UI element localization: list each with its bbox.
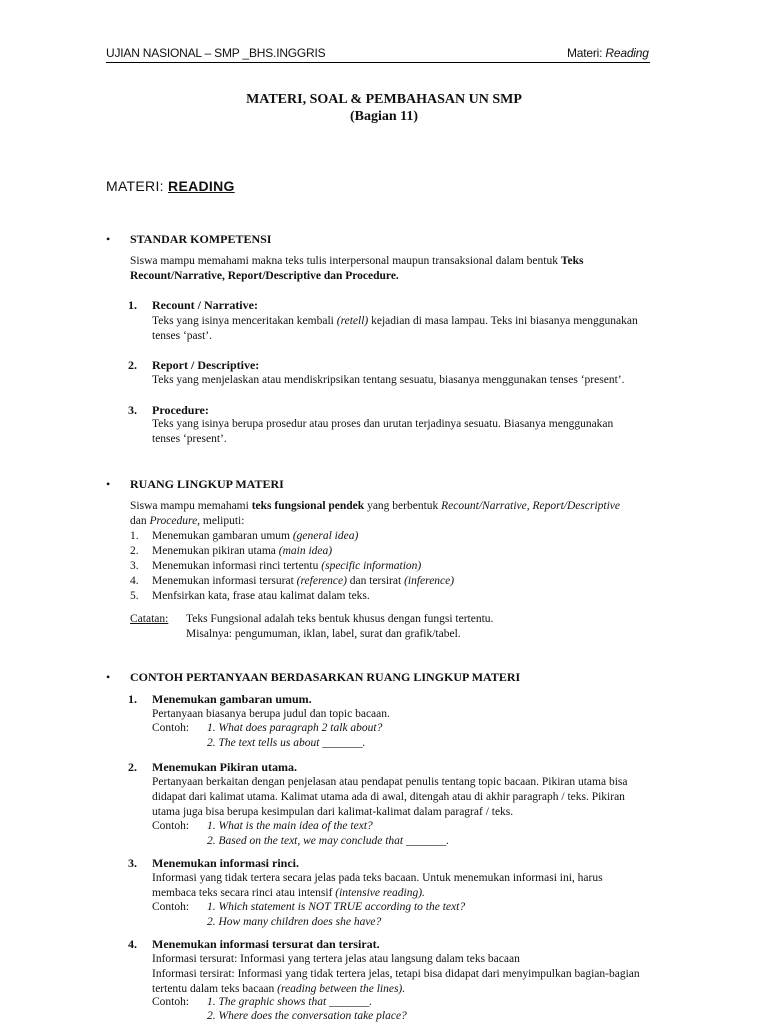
standar-item-3-line1: Teks yang isinya berupa prosedur atau proses dan urutan terjadinya sesuatu. Biasanya menggunakan bbox=[152, 418, 614, 430]
bullet-icon: • bbox=[106, 477, 111, 491]
desc-italic: (intensive reading). bbox=[335, 887, 425, 899]
doc-subtitle: (Bagian 11) bbox=[349, 109, 419, 124]
example-text: 1. What is the main idea of the text? bbox=[207, 820, 373, 832]
standar-intro-text: Siswa mampu memahami makna teks tulis interpersonal maupun transaksional dalam bentuk bbox=[130, 255, 558, 267]
list-text: Menemukan informasi rinci tertentu bbox=[152, 560, 322, 572]
list-text: Menemukan gambaran umum bbox=[152, 530, 293, 542]
contoh-item-3-example-1 bbox=[207, 901, 465, 913]
ruang-list-item bbox=[130, 559, 421, 574]
header-right-value: Reading bbox=[605, 46, 649, 60]
standar-intro bbox=[130, 254, 679, 269]
contoh-item-2-example-2 bbox=[207, 835, 449, 847]
section-standar-heading: STANDAR KOMPETENSI bbox=[130, 232, 272, 246]
materi-label: MATERI: bbox=[106, 178, 164, 194]
contoh-item-1-title: Menemukan gambaran umum. bbox=[152, 692, 312, 706]
section-contoh-heading: CONTOH PERTANYAAN BERDASARKAN RUANG LINGKUP MATERI bbox=[130, 670, 521, 684]
list-number: 3. bbox=[130, 560, 139, 572]
ruang-intro-c: yang berbentuk bbox=[364, 500, 442, 512]
contoh-item-4-example-1 bbox=[207, 996, 372, 1008]
contoh-item-3-desc-1: Informasi yang tidak tertera secara jelas pada teks bacaan. Untuk menemukan informasi ini, harus bbox=[152, 872, 603, 884]
contoh-item-2-desc-1: Pertanyaan berkaitan dengan penjelasan atau pendapat penulis tentang topic bacaan. Pikiran utama bisa bbox=[152, 776, 628, 788]
standar-item-1-italic: (retell) bbox=[336, 315, 369, 327]
contoh-label: Contoh: bbox=[152, 820, 190, 832]
materi-value: READING bbox=[168, 178, 235, 194]
list-text: Menemukan pikiran utama bbox=[152, 545, 279, 557]
contoh-item-4-desc-3 bbox=[152, 982, 679, 997]
contoh-item-3-number: 3. bbox=[128, 856, 137, 870]
example-text: 1. What does paragraph 2 talk about? bbox=[207, 722, 383, 734]
ruang-intro-line2 bbox=[130, 514, 679, 529]
desc-text: tertentu dalam teks bacaan bbox=[152, 983, 278, 995]
standar-item-3-line2: tenses ‘present’. bbox=[152, 433, 227, 445]
ruang-intro-line1 bbox=[130, 499, 679, 514]
example-text: 2. Where does the conversation take place? bbox=[207, 1010, 407, 1022]
standar-item-2-title: Report / Descriptive: bbox=[152, 358, 260, 372]
ruang-list-item bbox=[130, 544, 332, 559]
ruang-intro-italic: Recount/Narrative, Report/Descriptive bbox=[441, 500, 621, 512]
contoh-label: Contoh: bbox=[152, 996, 190, 1008]
standar-item-1-title: Recount / Narrative: bbox=[152, 298, 258, 312]
contoh-item-2-example-1 bbox=[207, 820, 373, 832]
ruang-list-item bbox=[130, 589, 370, 604]
contoh-item-4-desc-2: Informasi tersirat: Informasi yang tidak tertera jelas, tetapi bisa didapat dari menyimpulkan bagian-bagian bbox=[152, 968, 640, 980]
contoh-item-2-number: 2. bbox=[128, 760, 137, 774]
contoh-item-3-desc-2 bbox=[152, 886, 679, 901]
catatan-line2: Misalnya: pengumuman, iklan, label, surat dan grafik/tabel. bbox=[186, 628, 461, 640]
ruang-list-item bbox=[130, 529, 358, 544]
example-text: 2. How many children does she have? bbox=[207, 916, 382, 928]
contoh-item-1-example-2 bbox=[207, 737, 365, 749]
contoh-item-2-desc-2: didapat dari kalimat utama. Kalimat utama ada di awal, ditengah atau di akhir paragraph / teks. Pikiran bbox=[152, 791, 625, 803]
contoh-item-4-title: Menemukan informasi tersurat dan tersirat. bbox=[152, 937, 380, 951]
example-text: 2. Based on the text, we may conclude that _______. bbox=[207, 835, 450, 847]
example-text: 1. Which statement is NOT TRUE according to the text? bbox=[207, 901, 466, 913]
contoh-item-3-example-2 bbox=[207, 916, 381, 928]
list-number: 1. bbox=[130, 530, 139, 542]
ruang-intro-bold: teks fungsional pendek bbox=[251, 500, 365, 512]
list-text: dan tersirat bbox=[346, 575, 405, 587]
contoh-item-4-desc-1: Informasi tersurat: Informasi yang tertera jelas atau langsung dalam teks bacaan bbox=[152, 953, 520, 965]
header-right-label: Materi: bbox=[567, 46, 603, 60]
contoh-item-4-example-2 bbox=[207, 1010, 407, 1022]
ruang-intro2-italic: Procedure bbox=[149, 515, 198, 527]
standar-item-3-title: Procedure: bbox=[152, 403, 209, 417]
catatan-line1: Teks Fungsional adalah teks bentuk khusus dengan fungsi tertentu. bbox=[186, 613, 494, 625]
contoh-item-3-title: Menemukan informasi rinci. bbox=[152, 856, 299, 870]
standar-intro-bold1: Teks bbox=[560, 255, 584, 267]
standar-item-1-line1 bbox=[152, 314, 679, 329]
list-text: Menemukan informasi tersurat bbox=[152, 575, 297, 587]
list-number: 2. bbox=[130, 545, 139, 557]
bullet-icon: • bbox=[106, 232, 111, 246]
standar-item-2-number: 2. bbox=[128, 358, 137, 372]
contoh-item-2-desc-3: utama juga bisa berupa kesimpulan dari kalimat-kalimat dalam paragraf / teks. bbox=[152, 806, 514, 818]
bullet-icon: • bbox=[106, 670, 111, 684]
section-ruang-heading: RUANG LINGKUP MATERI bbox=[130, 477, 284, 491]
standar-item-3-number: 3. bbox=[128, 403, 137, 417]
list-number: 4. bbox=[130, 575, 139, 587]
list-italic: (main idea) bbox=[278, 545, 333, 557]
catatan-label: Catatan: bbox=[130, 613, 169, 625]
list-italic: (inference) bbox=[404, 575, 455, 587]
contoh-label: Contoh: bbox=[152, 901, 190, 913]
contoh-item-4-number: 4. bbox=[128, 937, 137, 951]
doc-title: MATERI, SOAL & PEMBAHASAN UN SMP bbox=[246, 92, 522, 107]
ruang-list-item bbox=[130, 574, 454, 589]
example-text: 1. The graphic shows that _______. bbox=[207, 996, 373, 1008]
desc-text: membaca teks secara rinci atau intensif bbox=[152, 887, 336, 899]
list-italic: (general idea) bbox=[292, 530, 359, 542]
contoh-label: Contoh: bbox=[152, 722, 190, 734]
standar-item-2-line1: Teks yang menjelaskan atau mendiskripsikan tentang sesuatu, biasanya menggunakan tenses ‘present’. bbox=[152, 374, 625, 386]
standar-item-1-line2: tenses ‘past’. bbox=[152, 330, 213, 342]
example-text: 2. The text tells us about _______. bbox=[207, 737, 366, 749]
standar-intro-bold2: Recount/Narrative, Report/Descriptive dan Procedure. bbox=[130, 270, 399, 282]
contoh-item-1-number: 1. bbox=[128, 692, 137, 706]
desc-italic: (reading between the lines). bbox=[277, 983, 406, 995]
ruang-intro-a: Siswa mampu memahami bbox=[130, 500, 252, 512]
contoh-item-1-desc: Pertanyaan biasanya berupa judul dan topic bacaan. bbox=[152, 708, 390, 720]
contoh-item-1-example-1 bbox=[207, 722, 382, 734]
standar-item-1-number: 1. bbox=[128, 298, 137, 312]
header-rule bbox=[106, 62, 650, 63]
standar-item-1-text-b: kejadian di masa lampau. Teks ini biasanya menggunakan bbox=[368, 315, 638, 327]
ruang-intro2-a: dan bbox=[130, 515, 150, 527]
list-italic: (specific information) bbox=[321, 560, 422, 572]
list-text: Menfsirkan kata, frase atau kalimat dalam teks. bbox=[152, 590, 370, 602]
list-italic: (reference) bbox=[296, 575, 347, 587]
standar-item-1-text-a: Teks yang isinya menceritakan kembali bbox=[152, 315, 337, 327]
materi-heading bbox=[106, 178, 235, 194]
ruang-intro2-c: , meliputi: bbox=[197, 515, 245, 527]
contoh-item-2-title: Menemukan Pikiran utama. bbox=[152, 760, 298, 774]
list-number: 5. bbox=[130, 590, 139, 602]
header-left: UJIAN NASIONAL – SMP _BHS.INGGRIS bbox=[106, 46, 326, 60]
header-right bbox=[567, 46, 649, 60]
